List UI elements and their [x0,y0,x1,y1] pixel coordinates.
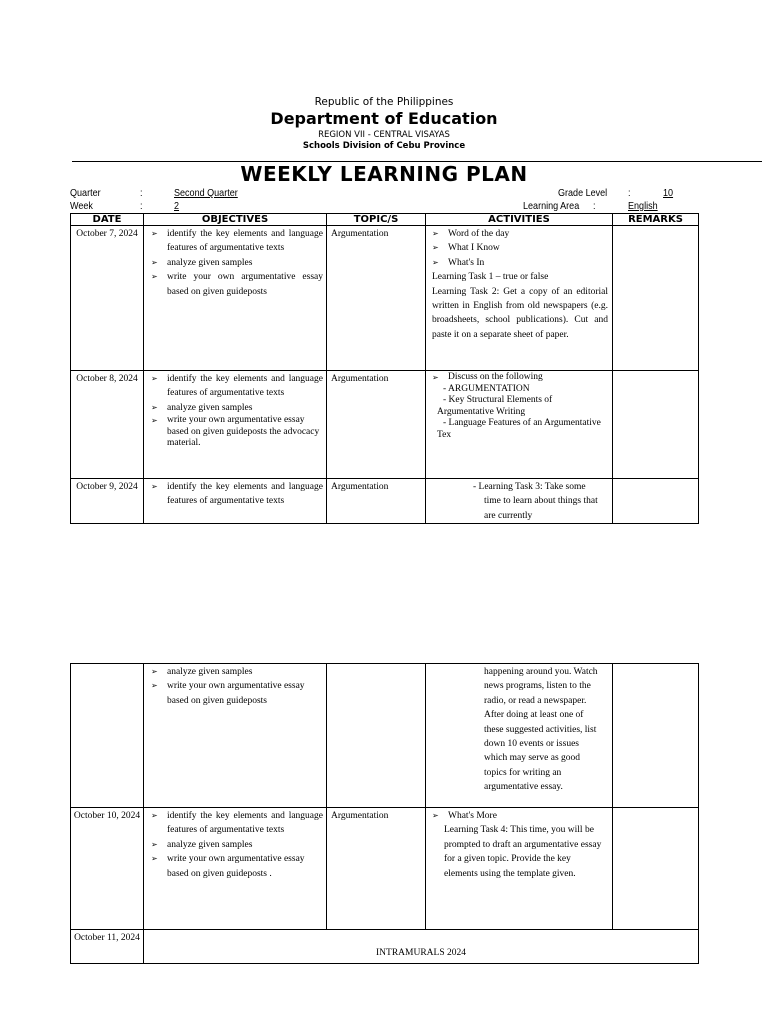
learning-area-colon: : [593,200,596,212]
learning-area-label: Learning Area [523,200,580,212]
date-cell [71,664,144,808]
topic-cell: Argumentation [327,371,426,479]
activity-text: happening around you. Watch news programs, listen to the radio, or read a newspaper. After doing at least one of these suggested activities, list down 10 events or issues which may serve as good topics for writing an argumentative essay. [484,667,598,793]
topic-cell [327,664,426,808]
column-header-date: DATE [71,214,144,226]
activities-cell [426,808,613,930]
grade-level-label: Grade Level [558,187,608,199]
table-row [71,808,699,930]
week-label: Week [70,200,93,212]
date-cell: October 7, 2024 [71,226,144,371]
table-row [71,479,699,524]
remarks-cell [613,664,699,808]
table-header-row [71,214,699,226]
activity-text-body: Learning Task 4: This time, you will be prompted to draft an argumentative essay for a given topic. Provide the key elements using the template given. [444,825,602,879]
activities-cell [426,371,613,479]
date-cell: October 8, 2024 [71,371,144,479]
activity-text: Learning Task 2: Get a copy of an editorial written in English from old newspapers (e.g. broadsheets, school publications). Cut and paste it on a separate sheet of paper. [432,286,608,340]
date-cell: October 10, 2024 [71,808,144,930]
learning-plan-table-continued [70,663,699,964]
table-row [71,664,699,808]
objective-item: ➢ identify the key elements and language features of argumentative texts [151,480,323,509]
table-row [71,226,699,371]
date-cell: October 9, 2024 [71,479,144,524]
objective-item: ➢ identify the key elements and language features of argumentative texts [151,809,323,838]
topic-cell: Argumentation [327,479,426,524]
grade-level-colon: : [628,187,631,199]
remarks-cell [613,808,699,930]
objective-item: ➢ identify the key elements and language features of argumentative texts [151,372,323,401]
activity-item: ➢ Word of the day [432,227,608,241]
objectives-cell [144,371,327,479]
division-line: Schools Division of Cebu Province [302,141,466,151]
date-cell: October 11, 2024 [71,930,144,964]
grade-level-value: 10 [663,187,674,199]
topic-cell: Argumentation [327,226,426,371]
remarks-cell [613,479,699,524]
activity-item: ➢ What's More [432,809,608,823]
column-header-topics: TOPIC/S [327,214,426,226]
quarter-colon: : [140,187,143,199]
activity-item: ➢ What's In [432,256,608,270]
topic-cell: Argumentation [327,808,426,930]
learning-area-value: English [628,200,658,212]
activity-text [432,823,608,881]
learning-plan-table [70,213,699,524]
objective-item: ➢ analyze given samples [151,838,323,852]
republic-line: Republic of the Philippines [314,96,454,108]
objective-item: ➢ write your own argumentative essay based on given guideposts [151,679,323,708]
objectives-cell [144,808,327,930]
activity-text: - Learning Task 3: Take some time to learn about things that are currently [473,482,598,521]
objective-item: ➢ analyze given samples [151,256,323,270]
quarter-value: Second Quarter [174,187,238,199]
activity-text: - Language Features of an Argumentative Tex [437,418,601,440]
region-line: REGION VII - CENTRAL VISAYAS [318,130,450,140]
objectives-cell [144,226,327,371]
activities-cell [426,226,613,371]
week-value: 2 [174,200,180,212]
table-row [71,371,699,479]
activity-text: - ARGUMENTATION [443,383,530,394]
objective-item: ➢ write your own argumentative essay based on given guideposts . [151,852,323,881]
activities-cell [426,479,613,524]
objective-item: ➢ write your own argumentative essay based on given guideposts [151,270,323,299]
week-colon: : [140,200,143,212]
column-header-activities: ACTIVITIES [426,214,613,226]
objectives-cell [144,664,327,808]
activity-item: ➢ What I Know [432,241,608,255]
activity-item: ➢ Discuss on the following [432,372,608,384]
objective-item: ➢ analyze given samples [151,665,323,679]
activity-text: - Key Structural Elements of Argumentative Writing [437,395,553,417]
objective-item: ➢ write your own argumentative essay based on given guideposts the advocacy material. [151,415,323,450]
objective-item: ➢ analyze given samples [151,401,323,415]
department-name: Department of Education [270,109,498,128]
objective-item: ➢ identify the key elements and language features of argumentative texts [151,227,323,256]
table-row [71,930,699,964]
activities-cell [426,664,613,808]
column-header-remarks: REMARKS [613,214,699,226]
quarter-label: Quarter [70,187,101,199]
activity-text: Learning Task 1 – true or false [432,272,549,283]
remarks-cell [613,226,699,371]
merged-event-cell: INTRAMURALS 2024 [144,930,699,964]
column-header-objectives: OBJECTIVES [144,214,327,226]
objectives-cell [144,479,327,524]
page-title: WEEKLY LEARNING PLAN [240,162,528,186]
remarks-cell [613,371,699,479]
